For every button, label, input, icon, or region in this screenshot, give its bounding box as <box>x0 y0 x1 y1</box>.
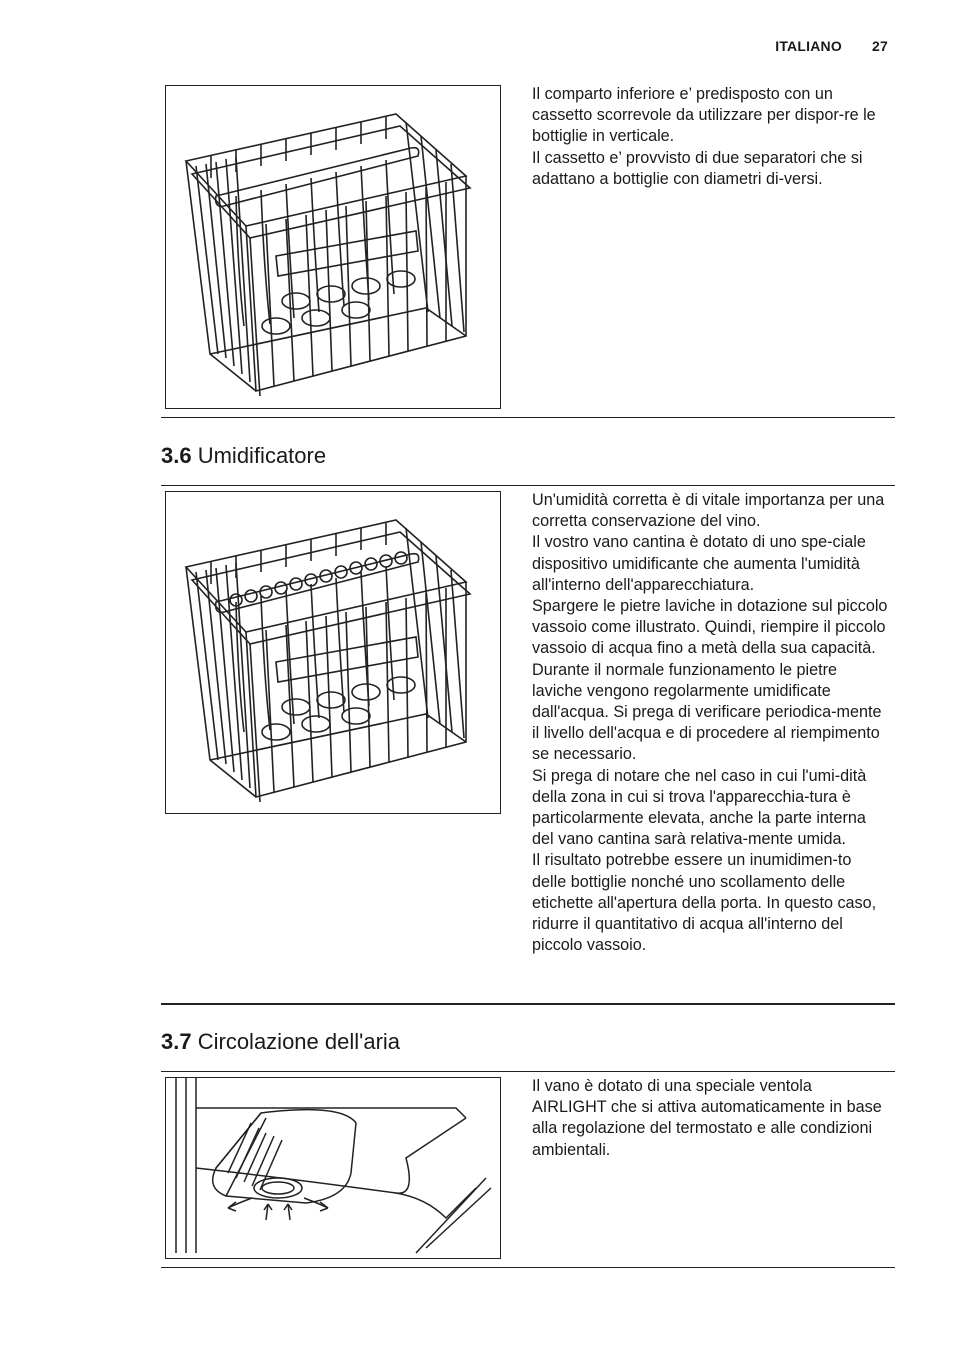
humidifier-paragraph-2: Il vostro vano cantina è dotato di uno spe-ciale dispositivo umidificante che aumenta l'umidità all'interno dell'apparecchiatura. <box>532 533 866 594</box>
page-header <box>775 38 888 54</box>
divider-5 <box>161 1267 895 1268</box>
intro-text <box>532 84 888 190</box>
divider-2 <box>161 485 895 486</box>
section-3-7-text <box>532 1076 888 1161</box>
section-number: 3.7 <box>161 1029 192 1054</box>
section-3-6-text <box>532 490 888 956</box>
section-title-text: Umidificatore <box>197 443 327 468</box>
section-number: 3.6 <box>161 443 192 468</box>
divider-1 <box>161 417 895 418</box>
basket-drawer-illustration <box>166 86 500 408</box>
humidifier-paragraph-4: Durante il normale funzionamento le pietre laviche vengono regolarmente umidificate dall'acqua. Si prega di verificare periodica-mente il livello dell'acqua e di procedere al riempimento se necessario. <box>532 660 882 764</box>
humidifier-paragraph-5: Si prega di notare che nel caso in cui l'umi-dità della zona in cui si trova l'apparecchia-tura è particolarmente elevata, anche la parte interna del vano cantina sarà relativa-mente umida. <box>532 766 867 849</box>
humidifier-paragraph-1: Un'umidità corretta è di vitale importanza per una corretta conservazione del vino. <box>532 491 885 531</box>
intro-paragraph-1: Il comparto inferiore e’ predisposto con un cassetto scorrevole da utilizzare per dispor-re le bottiglie in verticale. <box>532 85 876 146</box>
header-language: ITALIANO <box>775 38 842 54</box>
section-title-3-6 <box>161 443 326 469</box>
figure-airlight-fan <box>165 1077 501 1259</box>
figure-humidifier-basket <box>165 491 501 814</box>
intro-paragraph-2: Il cassetto e’ provvisto di due separatori che si adattano a bottiglie con diametri di-versi. <box>532 148 863 188</box>
airlight-fan-illustration <box>166 1078 500 1258</box>
divider-3 <box>161 1003 895 1005</box>
section-title-3-7 <box>161 1029 400 1055</box>
airflow-paragraph-1: Il vano è dotato di una speciale ventola AIRLIGHT che si attiva automaticamente in base alla regolazione del termostato e alle condizioni ambientali. <box>532 1077 882 1159</box>
header-page-number: 27 <box>872 38 888 54</box>
humidifier-paragraph-3: Spargere le pietre laviche in dotazione sul piccolo vassoio come illustrato. Quindi, riempire il piccolo vassoio di acqua fino a metà della sua capacità. <box>532 597 888 658</box>
figure-basket-drawer <box>165 85 501 409</box>
humidifier-basket-illustration <box>166 492 500 813</box>
section-title-text: Circolazione dell'aria <box>197 1029 401 1054</box>
divider-4 <box>161 1071 895 1072</box>
humidifier-paragraph-6: Il risultato potrebbe essere un inumidimen-to delle bottiglie nonché uno scollamento delle etichette all'apertura della porta. In questo caso, ridurre il quantitativo di acqua all'interno del piccolo vassoio. <box>532 851 877 955</box>
